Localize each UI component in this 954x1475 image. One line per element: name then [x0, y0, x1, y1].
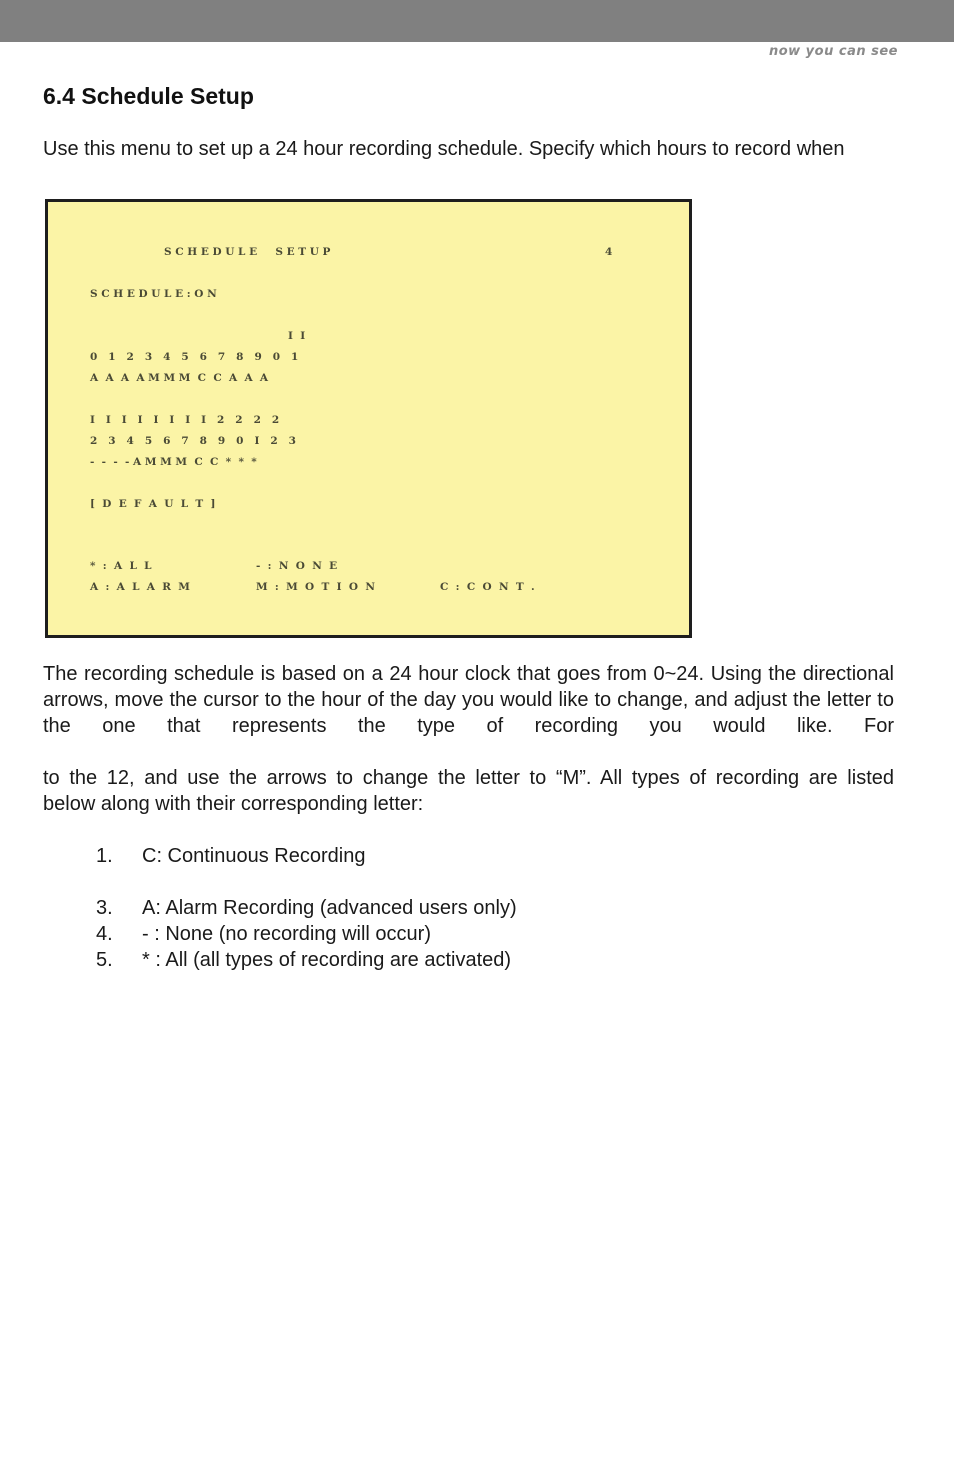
list-item-number: 5. — [96, 949, 113, 971]
brand-tagline: now you can see — [768, 44, 898, 59]
list-item-number: 3. — [96, 897, 113, 919]
list-item-text: C: Continuous Recording — [142, 845, 366, 867]
osd-legend-motion: M : M O T I O N — [256, 581, 375, 593]
osd-title: S C H E D U L E S E T U P — [164, 246, 331, 258]
osd-hours-a: 0 1 2 3 4 5 6 7 8 9 0 1 — [90, 351, 299, 363]
osd-hours-b-tens: I I I I I I I I 2 2 2 2 — [90, 414, 280, 426]
list-item-text: * : All (all types of recording are activated) — [142, 949, 512, 971]
osd-legend-cont: C : C O N T . — [440, 581, 535, 593]
schedule-description-paragraph: The recording schedule is based on a 24 hour clock that goes from 0~24. Using the directional arrows, move the cursor to the hour of the day you would like to change, and adjust the letter to the one that represents the type of recording you would like. For — [43, 663, 894, 737]
osd-modes-a[interactable]: A A A A M M M C C A A A — [90, 372, 269, 384]
top-bar — [0, 0, 954, 42]
osd-legend-all: * : A L L — [90, 560, 152, 572]
osd-default-button[interactable]: [ D E F A U L T ] — [90, 498, 216, 510]
osd-legend-alarm: A : A L A R M — [90, 581, 190, 593]
section-title: 6.4 Schedule Setup — [43, 83, 254, 109]
list-item-text: A: Alarm Recording (advanced users only) — [142, 897, 517, 919]
recording-types-line-2: below along with their corresponding letter: — [43, 793, 424, 815]
list-item-number: 4. — [96, 923, 113, 945]
list-item-number: 1. — [96, 845, 113, 867]
list-item-text: - : None (no recording will occur) — [142, 923, 431, 945]
osd-schedule-status[interactable]: S C H E D U L E : O N — [90, 288, 217, 300]
osd-hours-b: 2 3 4 5 6 7 8 9 0 I 2 3 — [90, 435, 296, 447]
schedule-setup-screen — [45, 199, 692, 638]
osd-legend-none: - : N O N E — [256, 560, 338, 572]
intro-paragraph: Use this menu to set up a 24 hour recording schedule. Specify which hours to record when — [43, 138, 845, 160]
recording-types-line-1: to the 12, and use the arrows to change the letter to “M”. All types of recording are listed — [43, 767, 894, 789]
recording-types-paragraph — [43, 765, 894, 817]
osd-modes-b[interactable]: - - - - A M M M C C * * * — [90, 456, 257, 468]
osd-hours-a-tens: I I — [288, 330, 306, 342]
osd-page-number: 4 — [605, 246, 613, 258]
